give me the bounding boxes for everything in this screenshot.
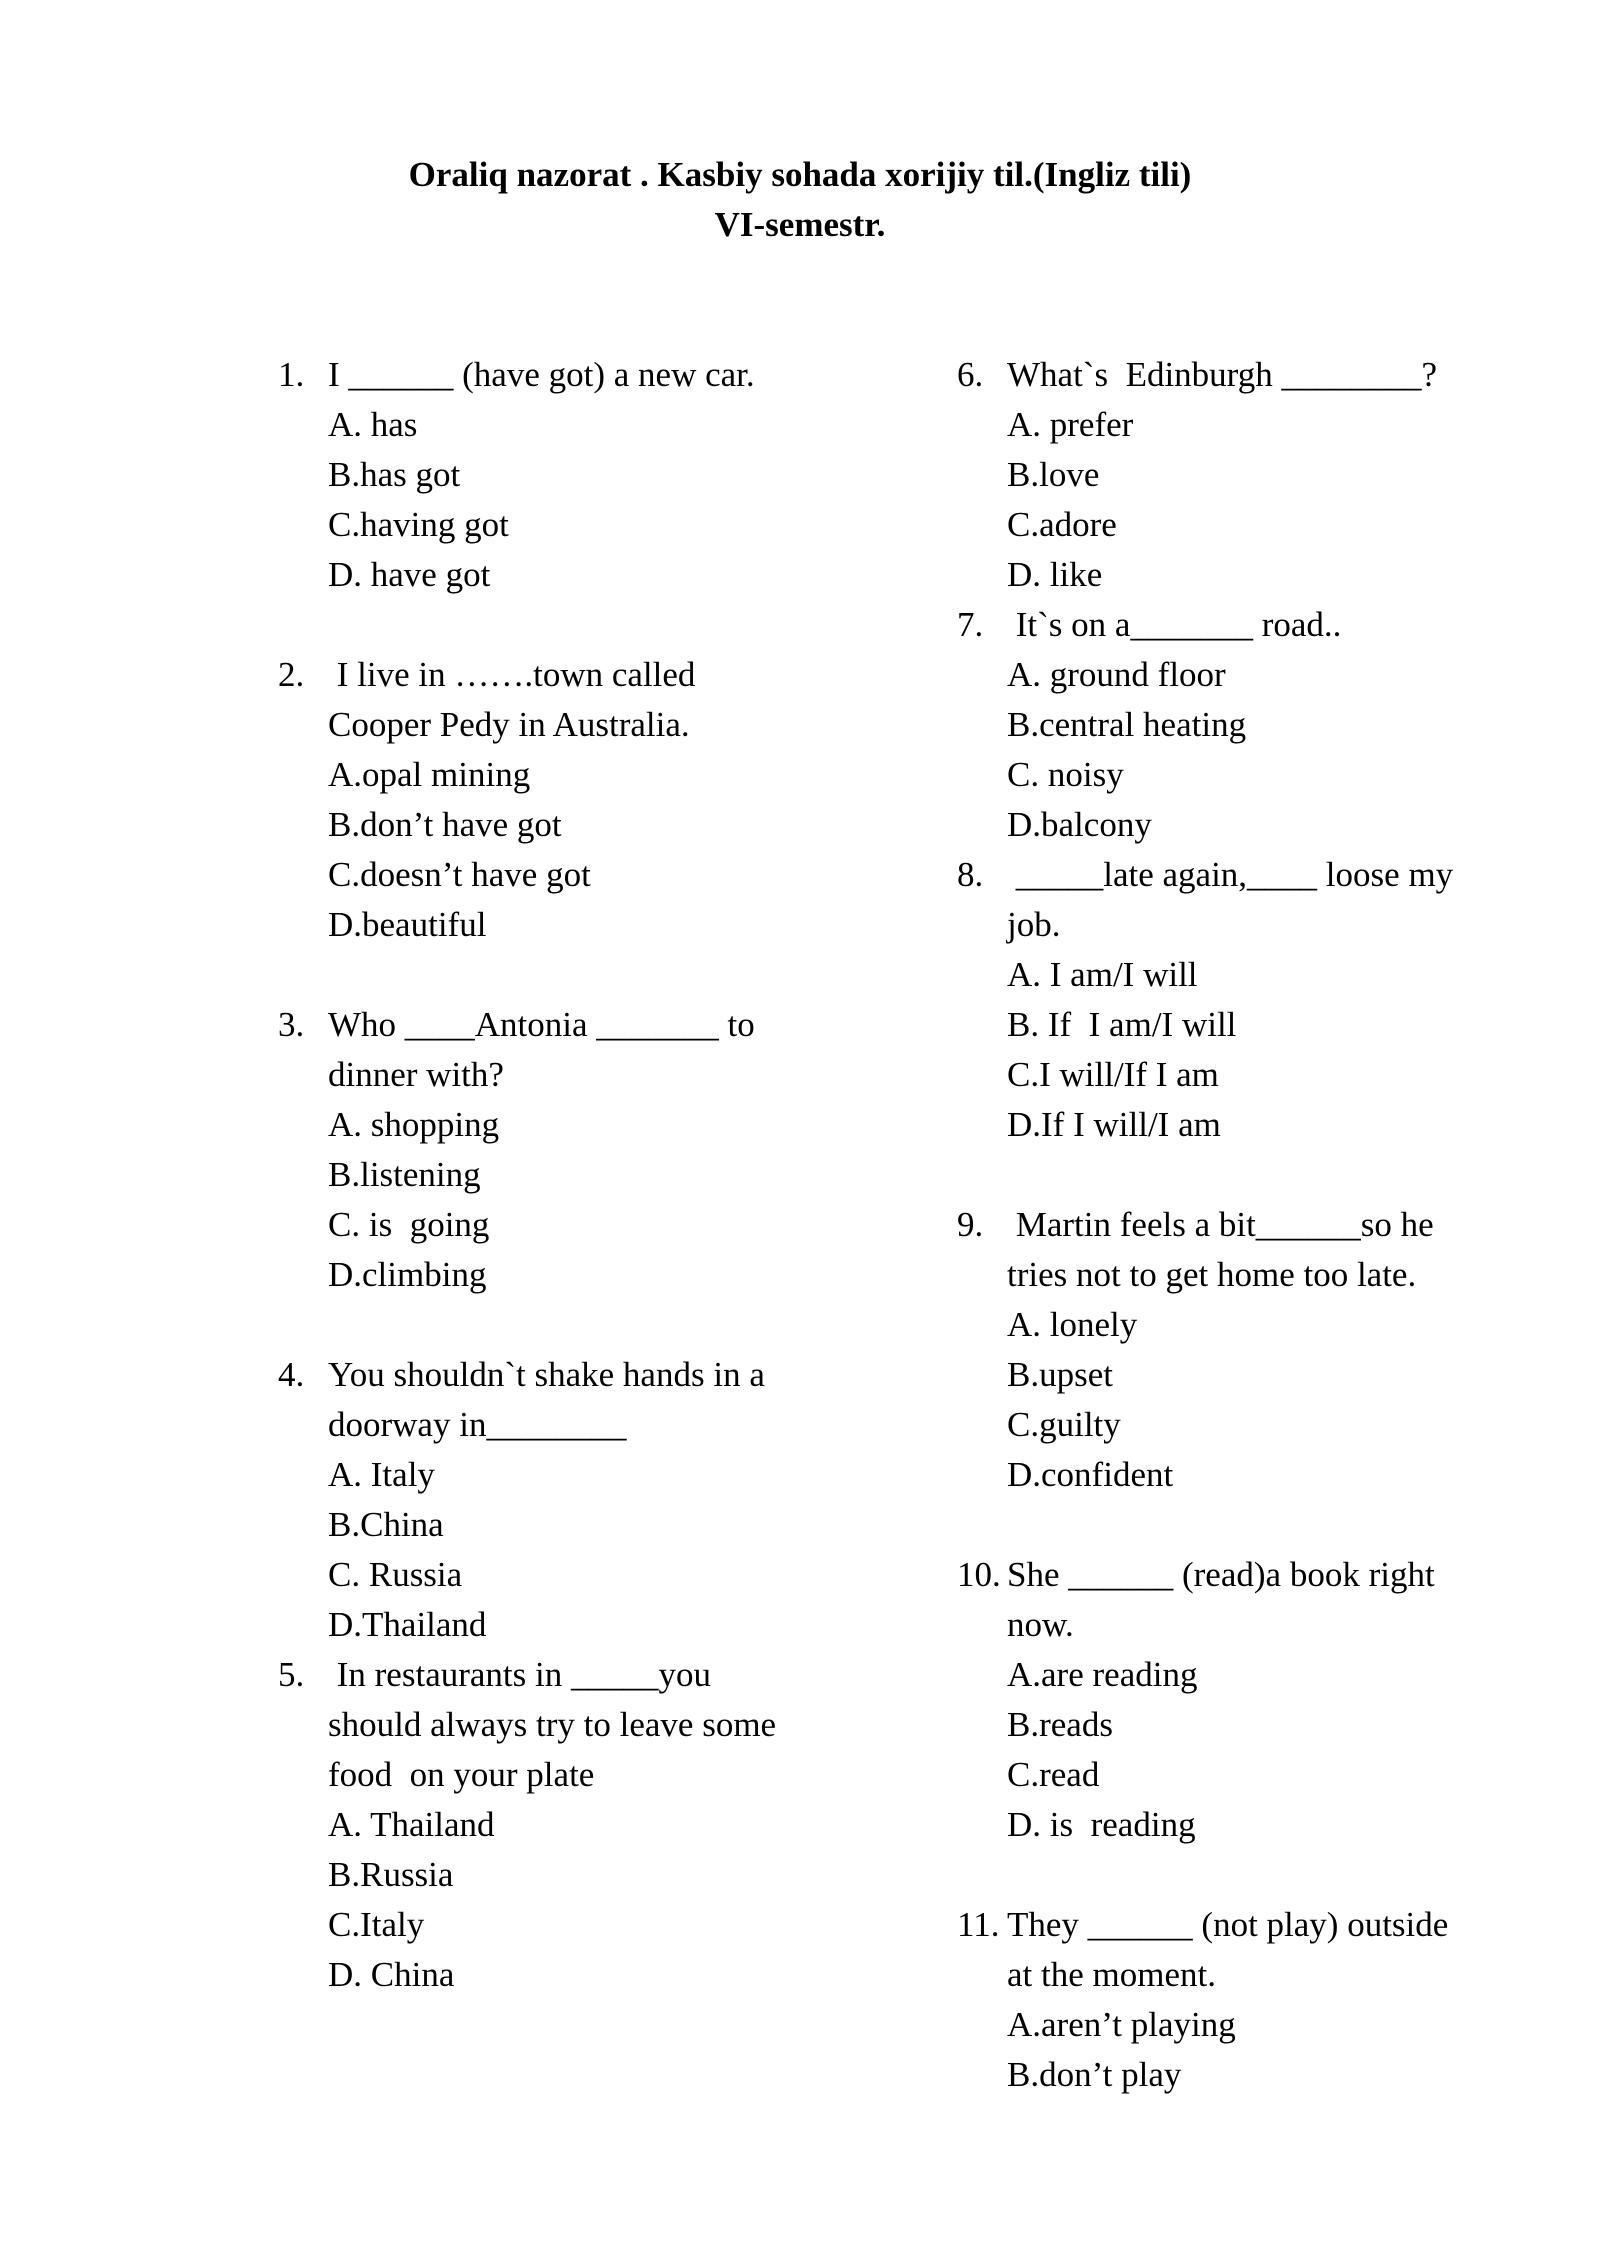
question-2 [278, 650, 838, 950]
option-a: A. has [328, 405, 418, 444]
option-a: A. Italy [328, 1455, 435, 1494]
question-number: 8. [957, 855, 984, 894]
question-text: Cooper Pedy in Australia. [328, 705, 690, 744]
option-a: A. ground floor [1007, 655, 1226, 694]
question-7 [957, 600, 1517, 850]
question-number: 5. [278, 1655, 305, 1694]
option-d: D. like [1007, 555, 1103, 594]
option-d: D. have got [328, 555, 491, 594]
question-4 [278, 1350, 838, 1650]
option-d: D.climbing [328, 1255, 487, 1294]
question-number: 1. [278, 355, 305, 394]
question-text: _____late again,____ loose my [1007, 855, 1454, 894]
question-text: She ______ (read)a book right [1007, 1555, 1435, 1594]
question-text: Who ____Antonia _______ to [328, 1005, 755, 1044]
option-b: B.listening [328, 1155, 481, 1194]
question-6 [957, 350, 1517, 600]
question-number: 11. [957, 1905, 1000, 1944]
option-a: A. shopping [328, 1105, 500, 1144]
question-text: now. [1007, 1605, 1074, 1644]
question-text: food on your plate [328, 1755, 595, 1794]
option-a: A. I am/I will [1007, 955, 1198, 994]
option-b: B.reads [1007, 1705, 1113, 1744]
option-d: D.beautiful [328, 905, 487, 944]
option-b: B.don’t have got [328, 805, 562, 844]
question-text: Martin feels a bit______so he [1007, 1205, 1434, 1244]
question-text: It`s on a_______ road.. [1007, 605, 1342, 644]
option-b: B.upset [1007, 1355, 1113, 1394]
question-number: 4. [278, 1355, 305, 1394]
option-c: C.having got [328, 505, 509, 544]
option-d: D.If I will/I am [1007, 1105, 1221, 1144]
question-10 [957, 1550, 1517, 1850]
question-text: In restaurants in _____you [328, 1655, 711, 1694]
question-11 [957, 1900, 1517, 2100]
option-a: A. prefer [1007, 405, 1134, 444]
option-a: A.aren’t playing [1007, 2005, 1236, 2044]
question-number: 2. [278, 655, 305, 694]
option-b: B.don’t play [1007, 2055, 1182, 2094]
question-3 [278, 1000, 838, 1300]
question-text: job. [1007, 905, 1061, 944]
question-text: tries not to get home too late. [1007, 1255, 1417, 1294]
question-text: doorway in________ [328, 1405, 627, 1444]
option-b: B.love [1007, 455, 1100, 494]
document-header [0, 150, 1600, 250]
option-c: C. Russia [328, 1555, 463, 1594]
question-text: at the moment. [1007, 1955, 1216, 1994]
option-c: C.I will/If I am [1007, 1055, 1219, 1094]
option-b: B.central heating [1007, 705, 1247, 744]
option-a: A.are reading [1007, 1655, 1198, 1694]
option-c: C.Italy [328, 1905, 425, 1944]
option-d: D.Thailand [328, 1605, 487, 1644]
option-d: D. China [328, 1955, 455, 1994]
question-number: 3. [278, 1005, 305, 1044]
option-c: C.adore [1007, 505, 1117, 544]
option-b: B.has got [328, 455, 461, 494]
option-d: D. is reading [1007, 1805, 1196, 1844]
question-number: 6. [957, 355, 984, 394]
left-column [278, 350, 838, 2000]
option-c: C. noisy [1007, 755, 1124, 794]
question-text: should always try to leave some [328, 1705, 777, 1744]
question-5 [278, 1650, 838, 2000]
option-b: B.China [328, 1505, 444, 1544]
option-a: A.opal mining [328, 755, 531, 794]
option-b: B. If I am/I will [1007, 1005, 1237, 1044]
option-d: D.confident [1007, 1455, 1174, 1494]
document-title: Oraliq nazorat . Kasbiy sohada xorijiy til.(Ingliz tili) [408, 155, 1192, 194]
option-c: C.guilty [1007, 1405, 1121, 1444]
question-text: dinner with? [328, 1055, 504, 1094]
question-1 [278, 350, 838, 600]
question-text: What`s Edinburgh ________? [1007, 355, 1437, 394]
option-d: D.balcony [1007, 805, 1152, 844]
question-number: 9. [957, 1205, 984, 1244]
question-text: I live in …….town called [328, 655, 696, 694]
option-c: C. is going [328, 1205, 490, 1244]
question-9 [957, 1200, 1517, 1500]
right-column [957, 350, 1517, 2100]
option-c: C.read [1007, 1755, 1100, 1794]
document-subtitle: VI-semestr. [714, 205, 886, 244]
option-a: A. lonely [1007, 1305, 1138, 1344]
question-number: 10. [957, 1555, 1001, 1594]
question-8 [957, 850, 1517, 1150]
question-number: 7. [957, 605, 984, 644]
question-text: You shouldn`t shake hands in a [328, 1355, 765, 1394]
option-c: C.doesn’t have got [328, 855, 591, 894]
option-a: A. Thailand [328, 1805, 495, 1844]
option-b: B.Russia [328, 1855, 454, 1894]
question-text: I ______ (have got) a new car. [328, 355, 755, 394]
question-text: They ______ (not play) outside [1007, 1905, 1449, 1944]
